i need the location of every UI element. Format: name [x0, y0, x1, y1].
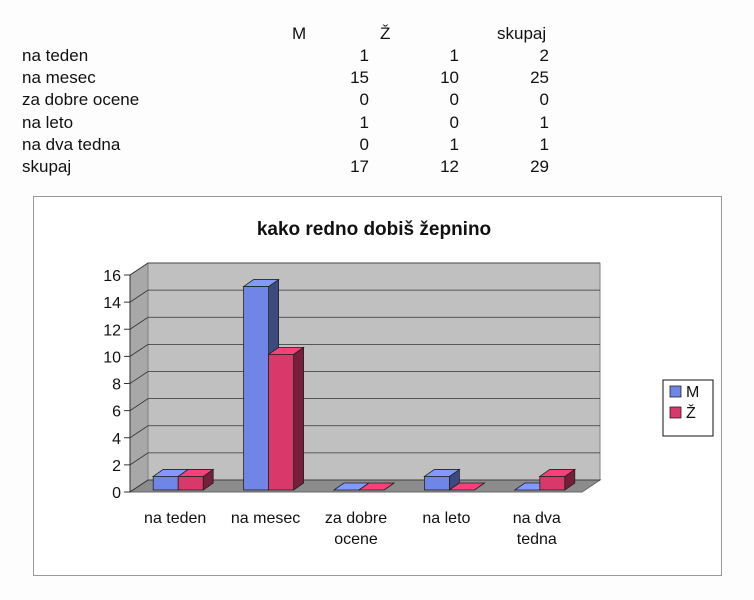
- bar-m: [244, 287, 269, 490]
- table-cell: 1: [449, 134, 459, 154]
- y-tick-label: 8: [112, 376, 121, 394]
- legend-swatch-m: [670, 386, 681, 397]
- table-cell: 0: [449, 112, 459, 132]
- y-tick-label: 2: [112, 457, 121, 475]
- bar-ž: [540, 476, 565, 490]
- x-tick-label: na mesec: [230, 510, 301, 527]
- table-cell: 1: [359, 46, 369, 65]
- y-tick-label: 6: [112, 403, 121, 421]
- y-tick-label: 4: [112, 430, 121, 448]
- table-row-label: za dobre ocene: [22, 90, 140, 110]
- bar-ž: [178, 476, 203, 490]
- table-cell: 1: [539, 134, 549, 154]
- legend-swatch-ž: [670, 407, 681, 418]
- x-tick-label: tedna: [516, 531, 557, 548]
- table-cell: 25: [530, 68, 549, 88]
- table-cell: 0: [359, 134, 369, 154]
- table-cell: 10: [440, 68, 459, 88]
- x-tick-label: na dva: [512, 510, 561, 527]
- x-tick-label: na teden: [144, 510, 207, 527]
- table-header: skupaj: [497, 24, 547, 43]
- x-tick-label: na leto: [422, 510, 471, 527]
- x-tick-label: za dobre: [324, 510, 388, 527]
- bar-m: [424, 476, 449, 490]
- table-cell: 0: [359, 90, 369, 110]
- table-cell: 1: [449, 46, 459, 65]
- table-cell: 15: [350, 68, 369, 88]
- table-row-label: skupaj: [22, 157, 72, 176]
- legend-label: Ž: [686, 405, 696, 422]
- table-header: Ž: [380, 24, 391, 43]
- table-header: M: [292, 24, 307, 43]
- table-cell: 12: [440, 157, 459, 176]
- table-row-label: na mesec: [22, 68, 96, 88]
- y-tick-label: 14: [103, 295, 121, 313]
- bar-m: [153, 476, 178, 490]
- chart-title: kako redno dobiš žepnino: [256, 219, 492, 240]
- table-cell: 1: [359, 112, 369, 132]
- bar-ž: [269, 354, 294, 490]
- y-tick-label: 0: [112, 485, 121, 502]
- table-row-label: na dva tedna: [22, 134, 121, 154]
- table-cell: 0: [539, 90, 549, 110]
- x-tick-label: ocene: [334, 531, 378, 548]
- table-cell: 1: [539, 112, 549, 132]
- y-tick-label: 12: [103, 322, 121, 340]
- table-cell: 0: [449, 90, 459, 110]
- legend-label: M: [686, 384, 700, 401]
- y-tick-label: 16: [103, 268, 121, 285]
- table-row-label: na teden: [22, 46, 89, 65]
- table-cell: 2: [539, 46, 549, 65]
- bar-side-ž: [294, 347, 304, 490]
- table-cell: 29: [530, 157, 549, 176]
- y-tick-label: 10: [103, 349, 121, 367]
- table-cell: 17: [350, 157, 369, 176]
- table-row-label: na leto: [22, 112, 74, 132]
